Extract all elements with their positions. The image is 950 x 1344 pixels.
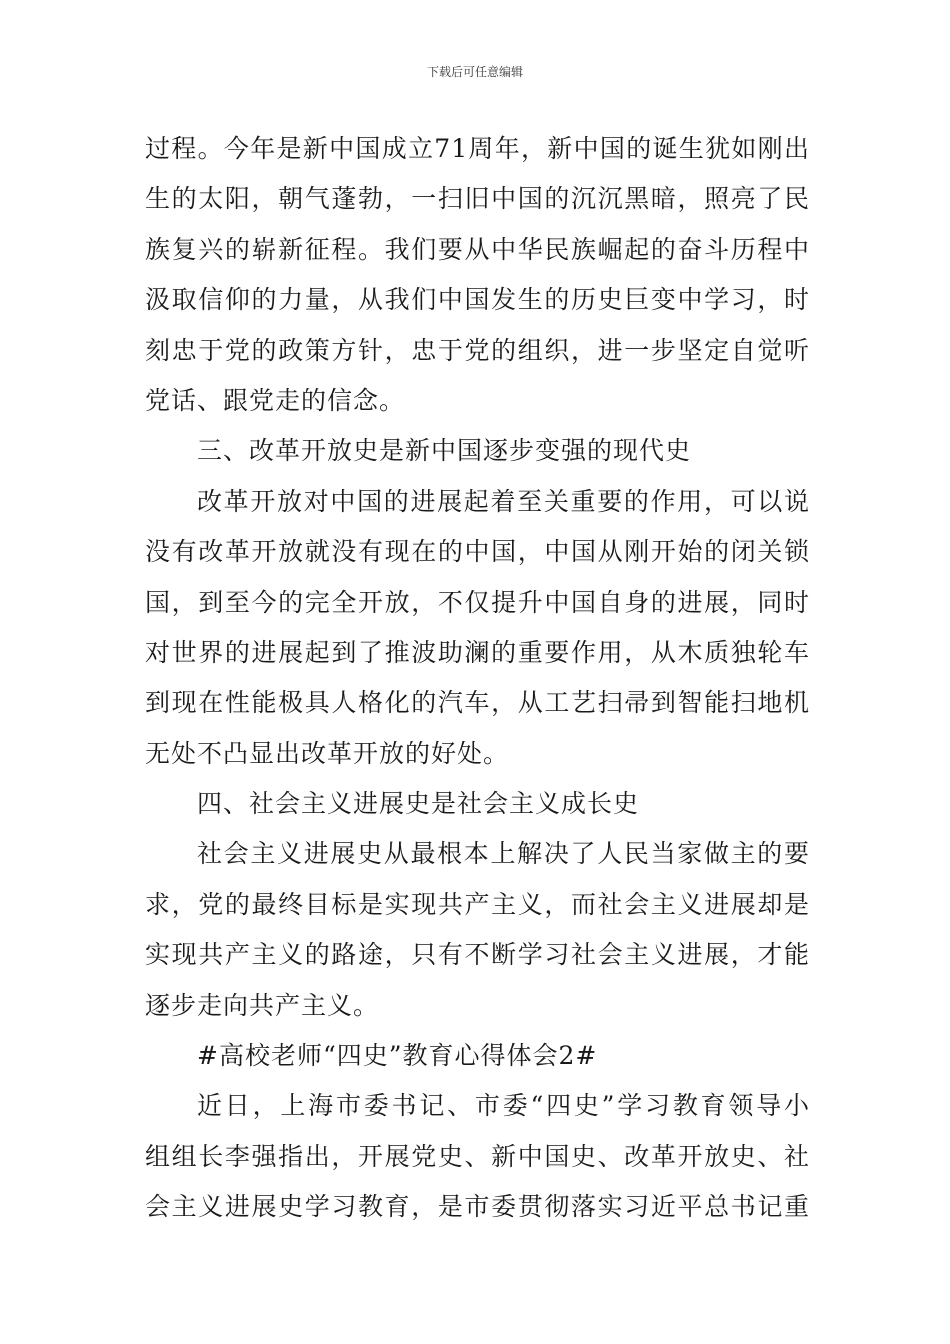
text-line: 社会主义进展史从最根本上解决了人民当家做主的要 (197, 839, 810, 869)
text-line: 求，党的最终目标是实现共产主义，而社会主义进展却是 (145, 889, 810, 919)
text-line: 到现在性能极具人格化的汽车，从工艺扫帚到智能扫地机 (145, 688, 810, 718)
text-line: 三、改革开放史是新中国逐步变强的现代史 (197, 436, 692, 466)
text-line: 族复兴的崭新征程。我们要从中华民族崛起的奋斗历程中 (145, 234, 810, 264)
text-line: 生的太阳，朝气蓬勃，一扫旧中国的沉沉黑暗，照亮了民 (145, 184, 810, 214)
text-line: 实现共产主义的路途，只有不断学习社会主义进展，才能 (145, 940, 810, 970)
document-body (145, 124, 810, 1233)
text-line: 无处不凸显出改革开放的好处。 (145, 738, 510, 768)
text-line: 汲取信仰的力量，从我们中国发生的历史巨变中学习，时 (145, 285, 810, 315)
text-line: 对世界的进展起到了推波助澜的重要作用，从木质独轮车 (145, 637, 810, 667)
text-line: 国，到至今的完全开放，不仅提升中国自身的进展，同时 (145, 587, 810, 617)
text-line: #高校老师“四史”教育心得体会2# (197, 1041, 598, 1071)
text-line: 组组长李强指出，开展党史、新中国史、改革开放史、社 (145, 1141, 810, 1171)
text-line: 过程。今年是新中国成立71周年，新中国的诞生犹如刚出 (145, 134, 810, 163)
text-line: 没有改革开放就没有现在的中国，中国从刚开始的闭关锁 (145, 537, 810, 567)
page-header-note: 下载后可任意编辑 (426, 65, 523, 79)
text-line: 近日，上海市委书记、市委“四史”学习教育领导小 (197, 1091, 810, 1121)
text-line: 四、社会主义进展史是社会主义成长史 (197, 789, 640, 819)
text-line: 党话、跟党走的信念。 (145, 385, 406, 415)
text-line: 改革开放对中国的进展起着至关重要的作用，可以说 (197, 486, 810, 516)
text-line: 会主义进展史学习教育，是市委贯彻落实习近平总书记重 (145, 1192, 810, 1222)
text-line: 逐步走向共产主义。 (145, 990, 380, 1020)
text-line: 刻忠于党的政策方针，忠于党的组织，进一步坚定自觉听 (145, 335, 810, 365)
